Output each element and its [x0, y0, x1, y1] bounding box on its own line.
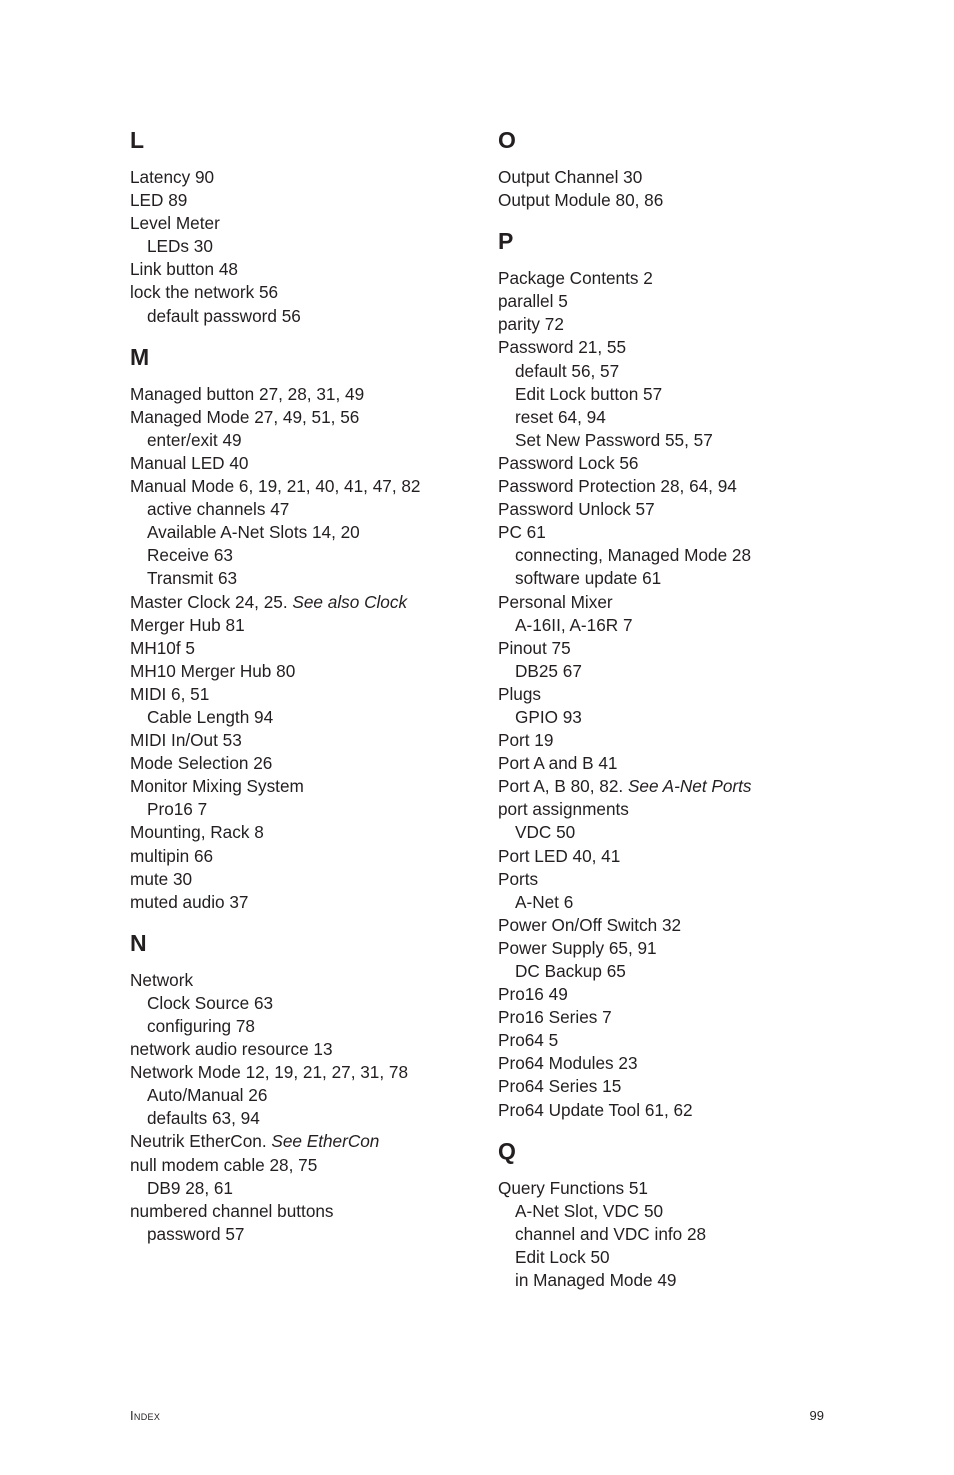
index-subentry — [498, 891, 858, 914]
entry-text: Pro64 5 — [498, 1030, 559, 1051]
index-entry — [130, 452, 490, 475]
entry-text: Mounting, Rack 8 — [130, 822, 264, 843]
index-entry — [130, 845, 490, 868]
index-subentry — [498, 567, 858, 590]
entry-text: LEDs 30 — [147, 236, 213, 257]
index-entry — [130, 189, 490, 212]
index-entry — [498, 752, 858, 775]
index-subentry — [130, 567, 490, 590]
entry-text: A-Net Slot, VDC 50 — [515, 1200, 664, 1221]
index-entry — [130, 1200, 490, 1223]
index-subentry — [130, 1107, 490, 1130]
section-letter-heading: L — [130, 127, 145, 153]
entry-text: MH10 Merger Hub 80 — [130, 660, 296, 681]
entry-text: network audio resource 13 — [130, 1039, 333, 1060]
entry-text: Power On/Off Switch 32 — [498, 914, 682, 935]
index-entry — [130, 729, 490, 752]
entry-text: Output Module 80, 86 — [498, 190, 664, 211]
entry-text: parallel 5 — [498, 291, 568, 312]
index-entry — [130, 591, 490, 614]
index-entry — [130, 383, 490, 406]
entry-text: port assignments — [498, 799, 629, 820]
entry-text: numbered channel buttons — [130, 1200, 334, 1221]
index-entry — [130, 212, 490, 235]
index-subentry — [498, 544, 858, 567]
index-entry — [130, 775, 490, 798]
index-entry — [498, 498, 858, 521]
entry-text: Clock Source 63 — [147, 992, 274, 1013]
index-entry — [498, 452, 858, 475]
index-entry — [130, 660, 490, 683]
entry-text: Manual Mode 6, 19, 21, 40, 41, 47, 82 — [130, 476, 421, 497]
index-entry — [498, 475, 858, 498]
index-subentry — [130, 1177, 490, 1200]
index-subentry — [498, 706, 858, 729]
entry-text: default password 56 — [147, 305, 301, 326]
index-entry — [130, 752, 490, 775]
index-subentry — [498, 1223, 858, 1246]
index-subentry — [498, 360, 858, 383]
entry-text: null modem cable 28, 75 — [130, 1154, 318, 1175]
index-entry — [498, 798, 858, 821]
index-entry — [498, 1029, 858, 1052]
entry-text: Transmit 63 — [147, 568, 238, 589]
entry-text: GPIO 93 — [515, 706, 582, 727]
index-entry — [130, 1038, 490, 1061]
entry-text: Managed button 27, 28, 31, 49 — [130, 383, 365, 404]
index-entry — [498, 1177, 858, 1200]
index-entry — [130, 281, 490, 304]
index-subentry — [498, 1200, 858, 1223]
entry-text: VDC 50 — [515, 822, 576, 843]
index-entry — [498, 1006, 858, 1029]
index-section — [130, 927, 490, 1246]
entry-text: defaults 63, 94 — [147, 1108, 260, 1129]
index-entry — [498, 290, 858, 313]
entry-text: Level Meter — [130, 213, 220, 234]
index-entry — [130, 475, 490, 498]
page-number: 99 — [809, 1408, 824, 1423]
index-subentry — [130, 1223, 490, 1246]
index-entry — [130, 1061, 490, 1084]
index-entry — [498, 683, 858, 706]
entry-text: Managed Mode 27, 49, 51, 56 — [130, 406, 360, 427]
entry-text: Pro64 Modules 23 — [498, 1053, 638, 1074]
index-entry — [498, 1052, 858, 1075]
entry-text: parity 72 — [498, 314, 564, 335]
entry-text: Monitor Mixing System — [130, 776, 304, 797]
entry-text: mute 30 — [130, 868, 193, 889]
entry-text: MIDI In/Out 53 — [130, 730, 242, 751]
index-entry — [498, 868, 858, 891]
section-letter-heading: P — [498, 228, 514, 255]
entry-text: MIDI 6, 51 — [130, 683, 210, 704]
index-subentry — [498, 383, 858, 406]
index-entry — [498, 1075, 858, 1098]
entry-text: Password Protection 28, 64, 94 — [498, 476, 737, 497]
entry-text: DB9 28, 61 — [147, 1177, 233, 1198]
index-subentry — [498, 406, 858, 429]
index-subentry — [130, 544, 490, 567]
index-entry — [130, 1154, 490, 1177]
index-entry — [498, 729, 858, 752]
see-reference: See A-Net Ports — [627, 776, 752, 797]
index-entry — [130, 406, 490, 429]
index-entry — [130, 868, 490, 891]
entry-text: Pro16 7 — [147, 799, 208, 820]
see-reference: See also Clock — [292, 591, 408, 612]
entry-text: Receive 63 — [147, 545, 233, 566]
entry-text: Mode Selection 26 — [130, 753, 273, 774]
index-subentry — [130, 1084, 490, 1107]
entry-text: DB25 67 — [515, 660, 582, 681]
index-entry — [498, 336, 858, 359]
entry-text: Password Lock 56 — [498, 452, 639, 473]
entry-text: Package Contents 2 — [498, 268, 653, 289]
entry-text: Query Functions 51 — [498, 1177, 648, 1198]
index-entry — [130, 891, 490, 914]
entry-text: connecting, Managed Mode 28 — [515, 545, 752, 566]
entry-text: Edit Lock 50 — [515, 1246, 610, 1267]
section-letter-heading: N — [130, 929, 147, 956]
entry-text: Pro64 Series 15 — [498, 1076, 622, 1097]
section-letter-heading: O — [498, 127, 516, 153]
entry-text: default 56, 57 — [515, 360, 620, 381]
entry-text: Edit Lock button 57 — [515, 383, 663, 404]
index-subentry — [498, 429, 858, 452]
index-subentry — [130, 706, 490, 729]
index-subentry — [130, 305, 490, 328]
index-subentry — [498, 660, 858, 683]
entry-text: password 57 — [147, 1223, 245, 1244]
entry-text: Manual LED 40 — [130, 452, 249, 473]
entry-text: Cable Length 94 — [147, 706, 274, 727]
index-entry — [498, 775, 858, 798]
index-subentry — [498, 960, 858, 983]
index-subentry — [130, 521, 490, 544]
entry-text: Plugs — [498, 683, 541, 704]
index-entry — [498, 937, 858, 960]
index-entry — [130, 683, 490, 706]
index-entry — [130, 166, 490, 189]
entry-text: Pro64 Update Tool 61, 62 — [498, 1099, 693, 1120]
entry-text: Power Supply 65, 91 — [498, 937, 657, 958]
index-subentry — [130, 429, 490, 452]
entry-text: active channels 47 — [147, 499, 290, 520]
entry-text: Network — [130, 969, 194, 990]
entry-text: Password 21, 55 — [498, 337, 627, 358]
index-subentry — [130, 992, 490, 1015]
index-subentry — [498, 821, 858, 844]
index-entry — [130, 614, 490, 637]
entry-text: Set New Password 55, 57 — [515, 429, 713, 450]
index-entry — [498, 591, 858, 614]
entry-text: Merger Hub 81 — [130, 614, 245, 635]
index-subentry — [130, 1015, 490, 1038]
index-subentry — [130, 235, 490, 258]
entry-text: multipin 66 — [130, 845, 214, 866]
entry-text: reset 64, 94 — [515, 406, 606, 427]
index-entry — [498, 914, 858, 937]
index-entry — [498, 189, 858, 212]
entry-text: in Managed Mode 49 — [515, 1270, 677, 1291]
entry-text: Password Unlock 57 — [498, 499, 655, 520]
entry-text: Network Mode 12, 19, 21, 27, 31, 78 — [130, 1062, 409, 1083]
index-entry — [498, 521, 858, 544]
index-subentry — [498, 614, 858, 637]
entry-text: Link button 48 — [130, 259, 238, 280]
entry-text: LED 89 — [130, 190, 188, 211]
index-entry — [498, 1099, 858, 1122]
index-entry — [130, 258, 490, 281]
index-entry — [498, 983, 858, 1006]
index-entry — [498, 313, 858, 336]
entry-text: Ports — [498, 868, 539, 889]
entry-text: channel and VDC info 28 — [515, 1223, 707, 1244]
entry-text: Available A-Net Slots 14, 20 — [147, 522, 360, 543]
index-entry — [498, 637, 858, 660]
index-entry — [130, 821, 490, 844]
entry-text: configuring 78 — [147, 1016, 255, 1036]
index-subentry — [130, 498, 490, 521]
section-letter-heading: Q — [498, 1137, 516, 1164]
entry-text: lock the network 56 — [130, 282, 279, 303]
index-section — [498, 124, 858, 212]
index-subentry — [498, 1269, 858, 1292]
entry-text: DC Backup 65 — [515, 961, 626, 981]
entry-text: Latency 90 — [130, 167, 215, 187]
entry-text: Auto/Manual 26 — [147, 1085, 268, 1106]
index-entry — [130, 969, 490, 992]
see-reference: See EtherCon — [271, 1131, 380, 1152]
index-entry — [498, 845, 858, 868]
index-entry — [130, 1130, 490, 1153]
entry-text: MH10f 5 — [130, 637, 195, 658]
entry-text: A-Net 6 — [515, 891, 574, 912]
entry-text: software update 61 — [515, 568, 662, 589]
section-letter-heading: M — [130, 343, 150, 370]
entry-text: Personal Mixer — [498, 591, 613, 612]
entry-text: Port 19 — [498, 730, 554, 751]
index-entry — [130, 637, 490, 660]
index-section — [498, 1135, 858, 1292]
entry-text: Pro16 49 — [498, 984, 568, 1005]
index-subentry — [130, 798, 490, 821]
index-section — [498, 225, 858, 1121]
entry-text: Pro16 Series 7 — [498, 1007, 612, 1028]
footer-section-label: Index — [130, 1408, 161, 1423]
entry-text: PC 61 — [498, 522, 546, 543]
index-column-right — [498, 124, 858, 1305]
index-section — [130, 341, 490, 914]
entry-text: muted audio 37 — [130, 891, 249, 912]
entry-text: Neutrik EtherCon. — [130, 1131, 272, 1152]
entry-text: Pinout 75 — [498, 637, 571, 658]
entry-text: A-16II, A-16R 7 — [515, 614, 633, 635]
index-subentry — [498, 1246, 858, 1269]
entry-text: Master Clock 24, 25. — [130, 591, 293, 612]
entry-text: enter/exit 49 — [147, 429, 242, 450]
index-entry — [498, 267, 858, 290]
entry-text: Port A, B 80, 82. — [498, 776, 628, 797]
index-section — [130, 124, 490, 328]
entry-text: Port LED 40, 41 — [498, 845, 621, 866]
entry-text: Port A and B 41 — [498, 753, 618, 774]
entry-text: Output Channel 30 — [498, 167, 643, 187]
index-column-left — [130, 124, 490, 1259]
index-entry — [498, 166, 858, 189]
